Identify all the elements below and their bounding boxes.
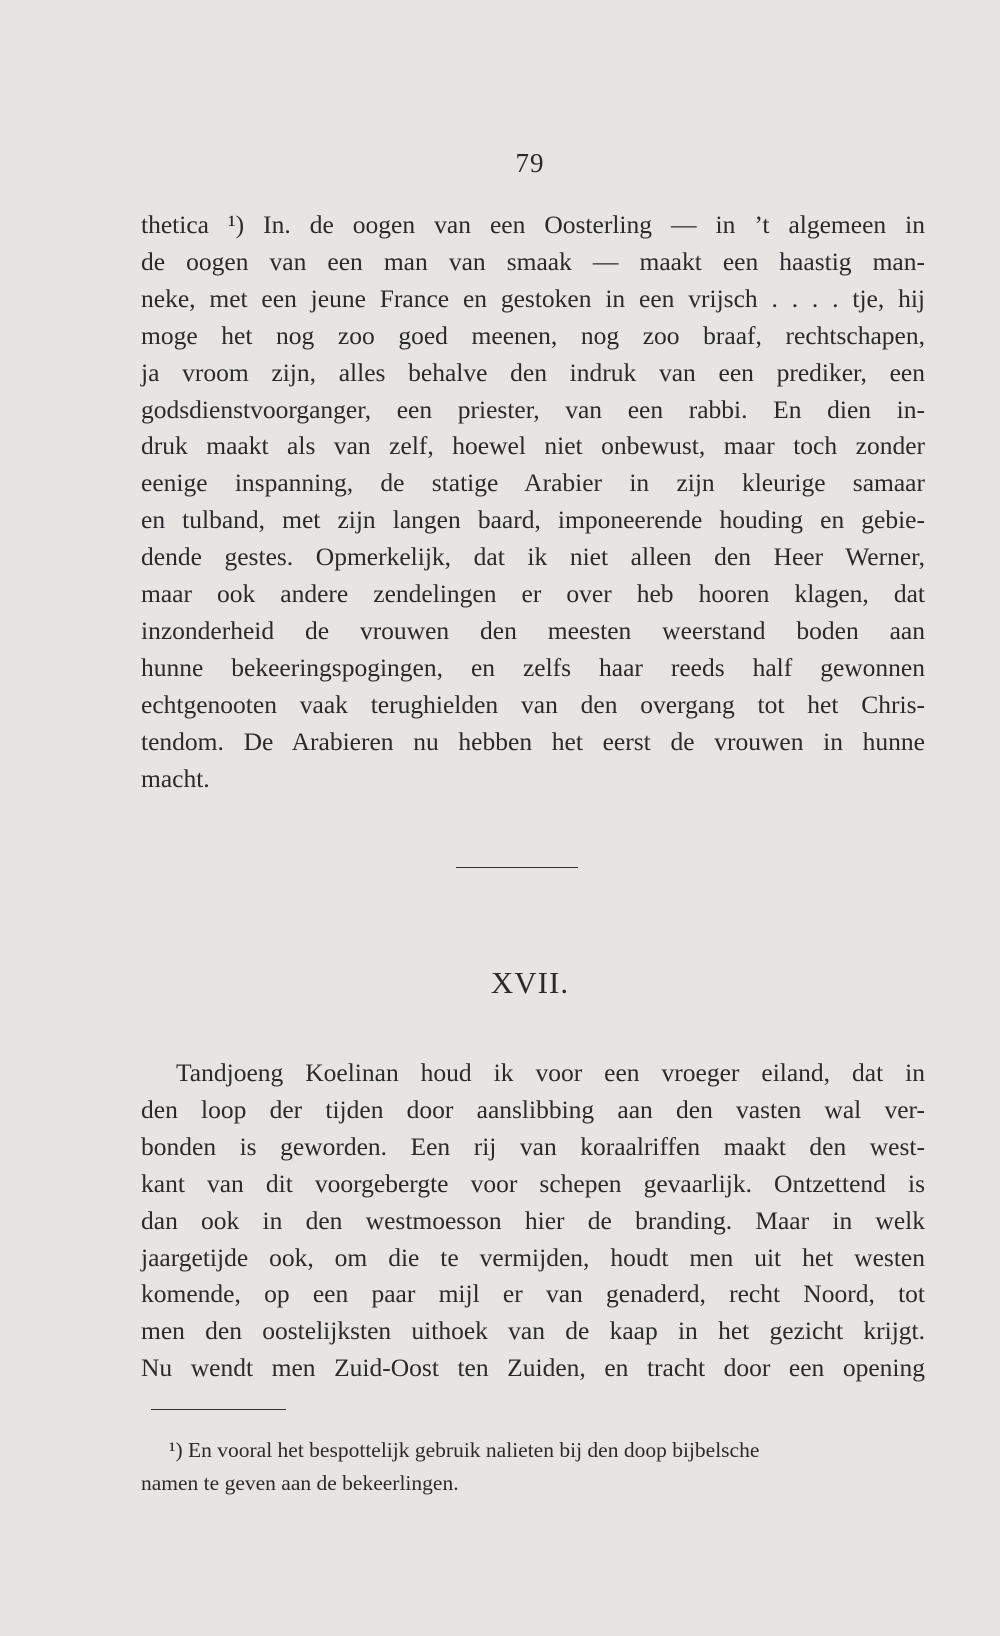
text-line: men den oostelijksten uithoek van de kaap in het gezicht krijgt. xyxy=(141,1316,925,1346)
text-line: moge het nog zoo goed meenen, nog zoo braaf, rechtschapen, xyxy=(141,320,925,350)
text-line: echtgenooten vaak terughielden van den overgang tot het Chris- xyxy=(141,689,925,719)
text-line: tendom. De Arabieren nu hebben het eerst de vrouwen in hunne xyxy=(141,726,925,756)
section-divider xyxy=(456,867,578,868)
text-line: en tulband, met zijn langen baard, imponeerende houding en gebie- xyxy=(141,505,925,535)
text-line: druk maakt als van zelf, hoewel niet onbewust, maar toch zonder xyxy=(141,431,925,461)
page-number: 79 xyxy=(515,148,545,178)
footnote xyxy=(141,1434,925,1500)
footnote-divider xyxy=(151,1409,286,1410)
footnote-line: namen te geven aan de bekeerlingen. xyxy=(141,1471,459,1495)
text-line: hunne bekeeringspogingen, en zelfs haar reeds half gewonnen xyxy=(141,652,925,682)
text-line: godsdienstvoorganger, een priester, van een rabbi. En dien in- xyxy=(141,394,925,424)
text-line: thetica ¹) In. de oogen van een Oosterling — in ’t algemeen in xyxy=(141,210,925,239)
text-line: bonden is geworden. Een rij van koraalriffen maakt den west- xyxy=(141,1131,925,1161)
text-line: dende gestes. Opmerkelijk, dat ik niet alleen den Heer Werner, xyxy=(141,542,925,572)
text-line: eenige inspanning, de statige Arabier in zijn kleurige samaar xyxy=(141,468,925,498)
paragraph-continued xyxy=(141,207,925,798)
text-line: inzonderheid de vrouwen den meesten weerstand boden aan xyxy=(141,615,925,645)
text-line: jaargetijde ook, om die te vermijden, houdt men uit het westen xyxy=(141,1242,925,1272)
footnote-line: ¹) En vooral het bespottelijk gebruik nalieten bij den doop bijbelsche xyxy=(169,1438,760,1462)
text-line: komende, op een paar mijl er van genaderd, recht Noord, tot xyxy=(141,1279,925,1309)
text-line: neke, met een jeune France en gestoken in een vrijsch . . . . tje, hij xyxy=(141,283,925,313)
text-line: maar ook andere zendelingen er over heb hooren klagen, dat xyxy=(141,579,925,609)
text-line: ja vroom zijn, alles behalve den indruk van een prediker, een xyxy=(141,357,925,387)
section-heading: XVII. xyxy=(490,965,570,1000)
text-line: macht. xyxy=(141,763,210,793)
text-line: den loop der tijden door aanslibbing aan den vasten wal ver- xyxy=(141,1094,925,1124)
text-line: Tandjoeng Koelinan houd ik voor een vroeger eiland, dat in xyxy=(176,1058,925,1087)
text-line: de oogen van een man van smaak — maakt een haastig man- xyxy=(141,246,925,276)
paragraph-section-start xyxy=(141,1055,925,1387)
text-line: dan ook in den westmoesson hier de branding. Maar in welk xyxy=(141,1205,925,1235)
text-line: kant van dit voorgebergte voor schepen gevaarlijk. Ontzettend is xyxy=(141,1168,925,1198)
text-line: Nu wendt men Zuid-Oost ten Zuiden, en tracht door een opening xyxy=(141,1353,925,1383)
